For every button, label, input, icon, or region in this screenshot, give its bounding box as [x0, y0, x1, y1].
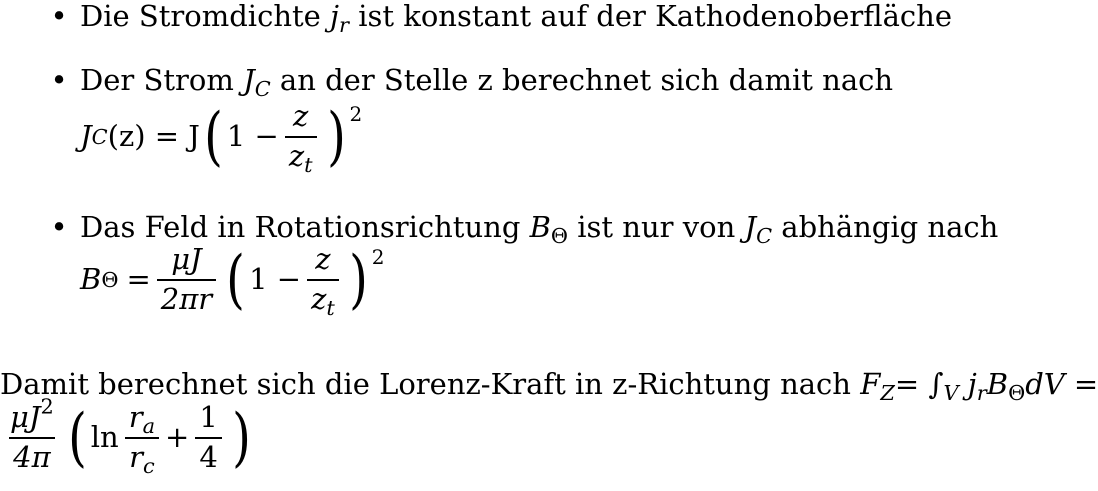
left-paren: (	[67, 400, 87, 475]
equation-field: B Θ = $\frac{\mu J}{2\pi r}$ ( 1 − $\frac{z}{z_t}$ ) 2	[80, 242, 385, 320]
bullet-marker: •	[50, 210, 68, 244]
bullet-marker: •	[50, 63, 68, 97]
left-paren: (	[204, 99, 223, 174]
fraction: $\frac{z}{z_t}$	[285, 101, 317, 173]
fraction: $\frac{\mu J^2}{4\pi}$	[10, 394, 54, 474]
right-paren: )	[231, 400, 251, 475]
bullet-text-2: Der Strom $J_C$ an der Stelle z berechnet sich damit nach	[80, 63, 894, 101]
bullet-text-1: Die Stromdichte $j_r$ ist konstant auf der Kathodenoberfläche	[80, 0, 952, 37]
bullet-text-3: Das Feld in Rotationsrichtung $B_\Theta$ ist nur von $J_C$ abhängig nach	[80, 210, 999, 248]
right-paren: )	[348, 242, 368, 317]
equation-force: $\frac{\mu J^2}{4\pi}$ ( ln $\frac{r_a}{r_c}$ + $\frac{1}{4}$ )	[0, 402, 255, 474]
left-paren: (	[226, 242, 245, 317]
right-paren: )	[326, 99, 346, 174]
fraction: $\frac{z}{z_t}$	[307, 244, 339, 316]
paragraph-line: Damit berechnet sich die Lorenz-Kraft in z-Richtung nach $F_Z= \int_V$ $j_rB_\Theta dV$ =	[0, 367, 1098, 405]
bullet-marker: •	[50, 0, 68, 33]
equation-current: J C (z) = J ( 1 − $\frac{z}{z_t}$ ) 2	[80, 99, 363, 177]
fraction: $\frac{1}{4}$	[195, 402, 221, 474]
fraction: $\frac{r_a}{r_c}$	[125, 402, 159, 474]
fraction: $\frac{\mu J}{2\pi r}$	[157, 244, 216, 316]
